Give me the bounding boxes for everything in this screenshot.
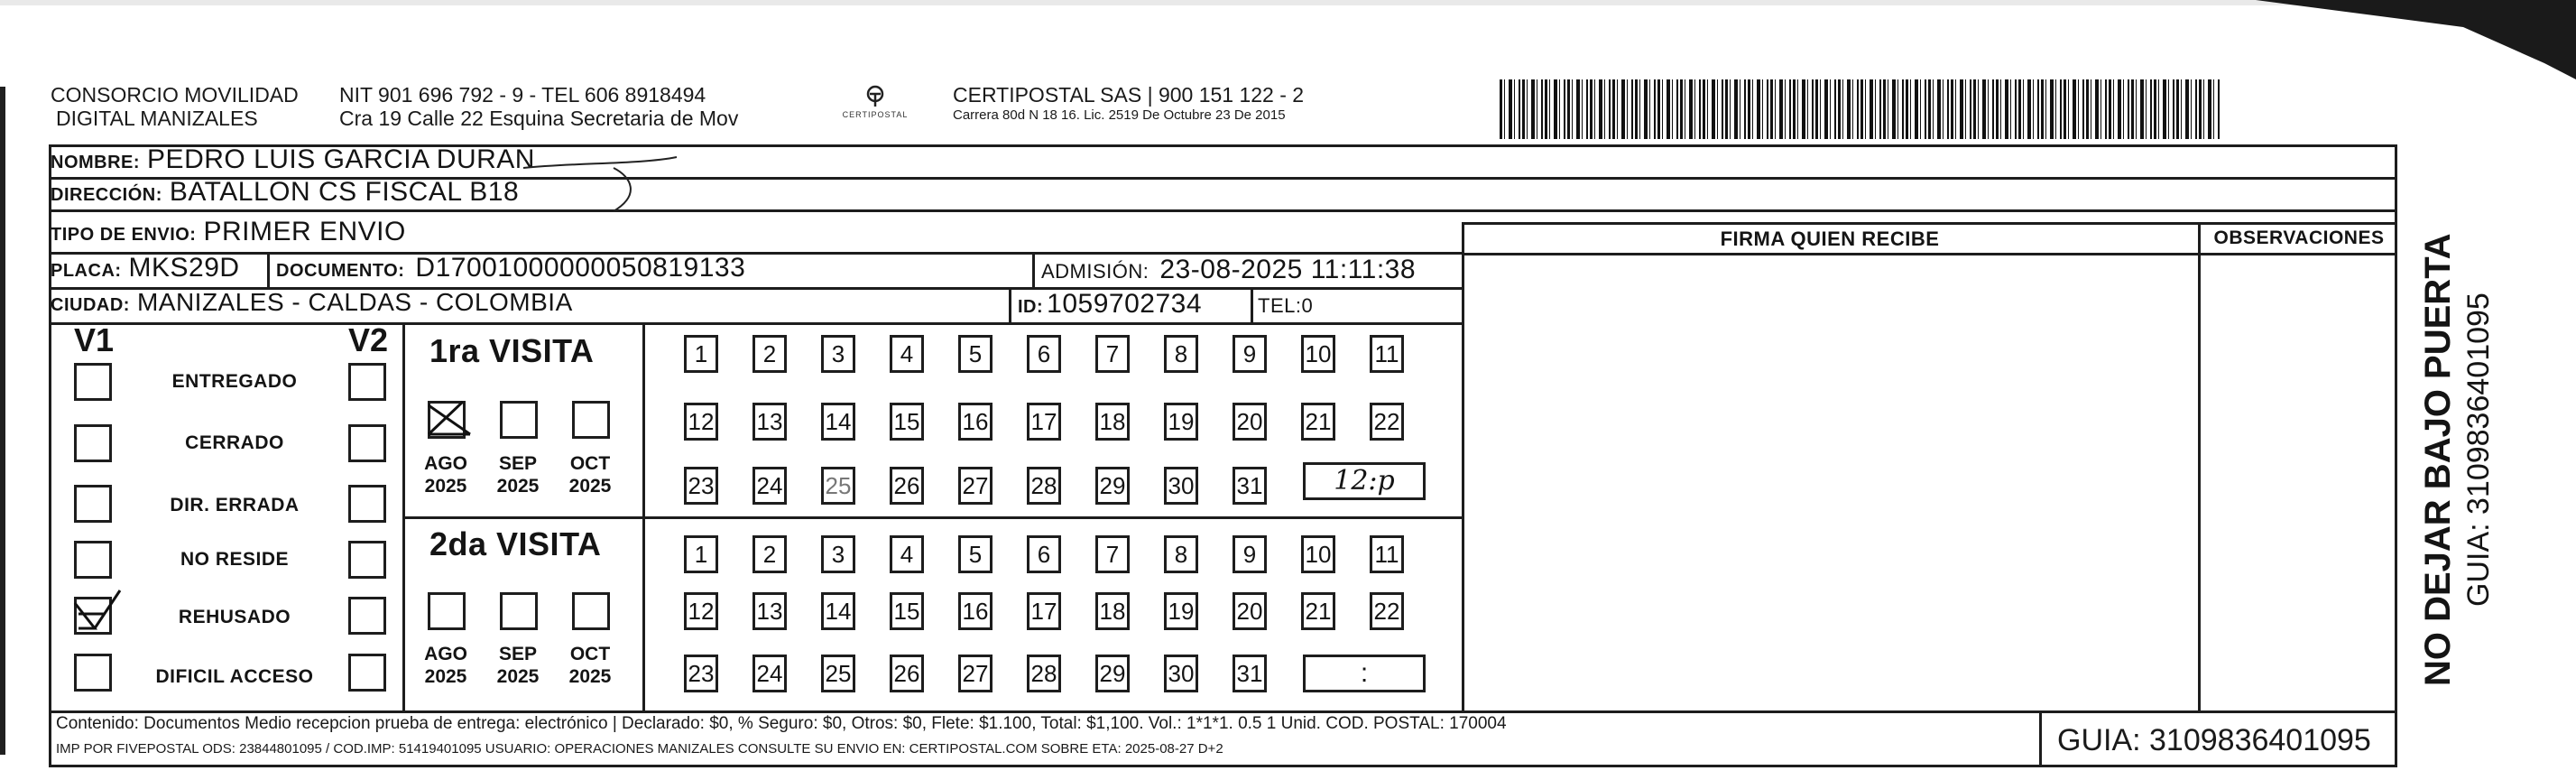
second-day-26[interactable]: 26	[890, 655, 924, 692]
tel-divider	[1251, 287, 1253, 322]
second-day-19[interactable]: 19	[1164, 592, 1198, 630]
second-day-29[interactable]: 29	[1095, 655, 1130, 692]
second-day-22[interactable]: 22	[1370, 592, 1404, 630]
first-day-14[interactable]: 14	[821, 403, 855, 441]
second-visit-time[interactable]	[1303, 655, 1426, 692]
first-day-28[interactable]: 28	[1027, 467, 1061, 505]
admision-value: 23-08-2025 11:11:38	[1159, 255, 1417, 284]
second-day-23[interactable]: 23	[684, 655, 718, 692]
second-month-label-oct: OCT 2025	[568, 644, 612, 687]
documento-value: D17001000000050819133	[415, 253, 746, 283]
documento-label: DOCUMENTO:	[276, 261, 405, 281]
first-visit-time[interactable]	[1303, 462, 1426, 500]
tipo-envio-label: TIPO DE ENVIO:	[51, 225, 197, 245]
v2-checkbox-cerrado[interactable]	[348, 424, 386, 462]
second-day-1[interactable]: 1	[684, 535, 718, 573]
direccion-label: DIRECCIÓN:	[51, 185, 162, 205]
first-day-19[interactable]: 19	[1164, 403, 1198, 441]
v1-checkbox-rehusado[interactable]	[74, 597, 112, 635]
second-month-label-ago: AGO 2025	[424, 644, 467, 687]
first-day-27[interactable]: 27	[958, 467, 993, 505]
first-visit-month-ago[interactable]	[428, 401, 466, 439]
first-day-31[interactable]: 31	[1233, 467, 1267, 505]
first-month-label-sep: SEP 2025	[496, 453, 540, 497]
tel-value: 0	[1301, 294, 1313, 317]
placa-row	[51, 253, 240, 283]
first-day-25[interactable]: 25	[821, 467, 855, 505]
status-label-entregado: ENTREGADO	[171, 371, 298, 392]
admision-divider	[1032, 252, 1035, 287]
id-value: 1059702734	[1047, 289, 1203, 319]
ciudad-row	[51, 288, 573, 317]
first-day-12[interactable]: 12	[684, 403, 718, 441]
status-label-dir-errada: DIR. ERRADA	[170, 495, 300, 515]
logo-text: CERTIPOSTAL	[842, 110, 909, 119]
admision-cell	[1041, 255, 1416, 285]
first-day-8[interactable]: 8	[1164, 335, 1198, 373]
first-visit-month-oct[interactable]	[572, 401, 610, 439]
company-line-1: CONSORCIO MOVILIDAD	[51, 83, 299, 107]
scan-edge-right	[2256, 0, 2576, 81]
second-day-5[interactable]: 5	[958, 535, 993, 573]
first-day-9[interactable]: 9	[1233, 335, 1267, 373]
nombre-row	[51, 144, 535, 175]
first-day-30[interactable]: 30	[1164, 467, 1198, 505]
first-day-4[interactable]: 4	[890, 335, 924, 373]
v1-checkbox-entregado[interactable]	[74, 363, 112, 401]
company-line-2: DIGITAL MANIZALES	[56, 107, 258, 130]
first-day-26[interactable]: 26	[890, 467, 924, 505]
second-day-28[interactable]: 28	[1027, 655, 1061, 692]
first-day-1[interactable]: 1	[684, 335, 718, 373]
second-day-8[interactable]: 8	[1164, 535, 1198, 573]
second-visit-title: 2da VISITA	[429, 525, 602, 562]
first-day-22[interactable]: 22	[1370, 403, 1404, 441]
second-day-24[interactable]: 24	[752, 655, 787, 692]
company-nit	[339, 83, 772, 130]
v2-checkbox-dificil-acceso[interactable]	[348, 654, 386, 692]
cert-line-2: Carrera 80d N 18 16. Lic. 2519 De Octubre 23 De 2015	[953, 107, 1286, 123]
id-cell	[1018, 289, 1202, 320]
v2-checkbox-rehusado[interactable]	[348, 597, 386, 635]
visit-divider	[402, 516, 1462, 519]
status-label-dificil-acceso: DIFICIL ACCESO	[155, 666, 314, 687]
second-day-7[interactable]: 7	[1095, 535, 1130, 573]
ciudad-label: CIUDAD:	[51, 295, 130, 315]
second-day-21[interactable]: 21	[1301, 592, 1335, 630]
first-day-7[interactable]: 7	[1095, 335, 1130, 373]
firma-header: FIRMA QUIEN RECIBE	[1720, 228, 1940, 250]
v2-checkbox-entregado[interactable]	[348, 363, 386, 401]
first-day-15[interactable]: 15	[890, 403, 924, 441]
tel-cell	[1258, 294, 1313, 318]
status-label-no-reside: NO RESIDE	[180, 549, 290, 570]
company-name	[51, 83, 339, 130]
certipostal-info	[953, 83, 1458, 125]
firma-left-line	[1462, 222, 1464, 713]
second-day-12[interactable]: 12	[684, 592, 718, 630]
second-visit-month-oct[interactable]	[572, 592, 610, 630]
v2-checkbox-no-reside[interactable]	[348, 541, 386, 579]
second-day-17[interactable]: 17	[1027, 592, 1061, 630]
second-day-10[interactable]: 10	[1301, 535, 1335, 573]
first-day-29[interactable]: 29	[1095, 467, 1130, 505]
status-label-rehusado: REHUSADO	[178, 607, 291, 627]
check-mark-icon	[427, 398, 475, 438]
ciudad-value: MANIZALES - CALDAS - COLOMBIA	[136, 288, 573, 316]
second-day-25[interactable]: 25	[821, 655, 855, 692]
v2-checkbox-dir-errada[interactable]	[348, 485, 386, 523]
first-day-11[interactable]: 11	[1370, 335, 1404, 373]
footer-imp: IMP POR FIVEPOSTAL ODS: 23844801095 / COD.IMP: 51419401095 USUARIO: OPERACIONES MANIZALES CONSULTE SU ENVIO EN: CERTIPOSTAL.COM SOBRE ETA: 2025-08-27 D+2	[56, 741, 1223, 757]
first-day-18[interactable]: 18	[1095, 403, 1130, 441]
first-day-2[interactable]: 2	[752, 335, 787, 373]
first-day-24[interactable]: 24	[752, 467, 787, 505]
side-guia: GUIA: 3109836401095	[2461, 292, 2496, 607]
tipo-envio-value: PRIMER ENVIO	[203, 217, 406, 246]
first-day-5[interactable]: 5	[958, 335, 993, 373]
side-warning: NO DEJAR BAJO PUERTA	[2418, 233, 2458, 686]
first-month-label-ago: AGO 2025	[424, 453, 467, 497]
first-day-17[interactable]: 17	[1027, 403, 1061, 441]
scan-edge-left	[0, 87, 5, 755]
second-visit-time-value: :	[1360, 658, 1369, 688]
second-day-3[interactable]: 3	[821, 535, 855, 573]
second-day-18[interactable]: 18	[1095, 592, 1130, 630]
tipo-envio-row	[51, 217, 406, 247]
firma-header-line	[1462, 253, 2397, 255]
logo-icon	[862, 83, 889, 110]
admision-label: ADMISIÓN:	[1041, 260, 1150, 283]
row-divider	[49, 209, 2397, 212]
first-day-13[interactable]: 13	[752, 403, 787, 441]
placa-divider	[267, 252, 270, 287]
first-day-10[interactable]: 10	[1301, 335, 1335, 373]
footer-top-line	[49, 710, 2397, 713]
check-mark-icon	[71, 587, 125, 637]
v1-header: V1	[73, 321, 115, 358]
second-day-11[interactable]: 11	[1370, 535, 1404, 573]
first-day-3[interactable]: 3	[821, 335, 855, 373]
documento-cell	[276, 253, 745, 283]
footer-guia-divider	[2039, 710, 2042, 767]
first-visit-title: 1ra VISITA	[429, 332, 595, 369]
placa-label: PLACA:	[51, 261, 122, 281]
second-day-13[interactable]: 13	[752, 592, 787, 630]
first-day-20[interactable]: 20	[1233, 403, 1267, 441]
first-month-label-oct: OCT 2025	[568, 453, 612, 497]
nombre-label: NOMBRE:	[51, 153, 141, 172]
tel-label: TEL:	[1258, 294, 1302, 317]
second-month-label-sep: SEP 2025	[496, 644, 540, 687]
first-day-6[interactable]: 6	[1027, 335, 1061, 373]
nit-line-1: NIT 901 696 792 - 9 - TEL 606 8918494	[339, 83, 706, 107]
second-day-2[interactable]: 2	[752, 535, 787, 573]
second-day-30[interactable]: 30	[1164, 655, 1198, 692]
footer-guia: GUIA: 3109836401095	[2057, 723, 2371, 757]
observaciones-line	[2198, 222, 2201, 713]
firma-top-line	[1462, 222, 2397, 225]
second-visit-month-sep[interactable]	[500, 592, 538, 630]
id-divider	[1009, 287, 1011, 322]
first-day-23[interactable]: 23	[684, 467, 718, 505]
nit-line-2: Cra 19 Calle 22 Esquina Secretaria de Mov	[339, 107, 739, 130]
row-divider	[49, 322, 1462, 325]
id-label: ID:	[1018, 297, 1044, 317]
first-visit-time-value: 12:p	[1334, 465, 1395, 497]
signature-scribble	[505, 141, 686, 218]
v1-checkbox-dificil-acceso[interactable]	[74, 654, 112, 692]
certipostal-logo	[837, 83, 913, 134]
second-day-20[interactable]: 20	[1233, 592, 1267, 630]
scan-edge-top	[0, 0, 2576, 5]
second-day-14[interactable]: 14	[821, 592, 855, 630]
second-day-27[interactable]: 27	[958, 655, 993, 692]
second-day-15[interactable]: 15	[890, 592, 924, 630]
v1-checkbox-cerrado[interactable]	[74, 424, 112, 462]
footer-contenido: Contenido: Documentos Medio recepcion prueba de entrega: electrónico | Declarado: $0, % Seguro: $0, Otros: $0, Flete: $1.100, Total: $1,100. Vol.: 1*1*1. 0.5 1 Unid. COD. POSTAL: 170004	[56, 714, 1507, 733]
second-day-6[interactable]: 6	[1027, 535, 1061, 573]
cert-line-1: CERTIPOSTAL SAS | 900 151 122 - 2	[953, 83, 1305, 107]
direccion-value: BATALLON CS FISCAL B18	[169, 177, 520, 207]
second-day-4[interactable]: 4	[890, 535, 924, 573]
v1-checkbox-no-reside[interactable]	[74, 541, 112, 579]
second-day-9[interactable]: 9	[1233, 535, 1267, 573]
placa-value: MKS29D	[128, 253, 240, 283]
observaciones-header: OBSERVACIONES	[2213, 228, 2385, 248]
first-day-16[interactable]: 16	[958, 403, 993, 441]
direccion-row	[51, 177, 519, 208]
status-label-cerrado: CERRADO	[185, 432, 284, 453]
first-day-21[interactable]: 21	[1301, 403, 1335, 441]
nombre-value: PEDRO LUIS GARCIA DURAN	[147, 144, 535, 174]
v1-checkbox-dir-errada[interactable]	[74, 485, 112, 523]
v2-header: V2	[347, 321, 389, 358]
second-day-31[interactable]: 31	[1233, 655, 1267, 692]
second-day-16[interactable]: 16	[958, 592, 993, 630]
second-visit-month-ago[interactable]	[428, 592, 466, 630]
first-visit-month-sep[interactable]	[500, 401, 538, 439]
barcode	[1500, 79, 2221, 139]
